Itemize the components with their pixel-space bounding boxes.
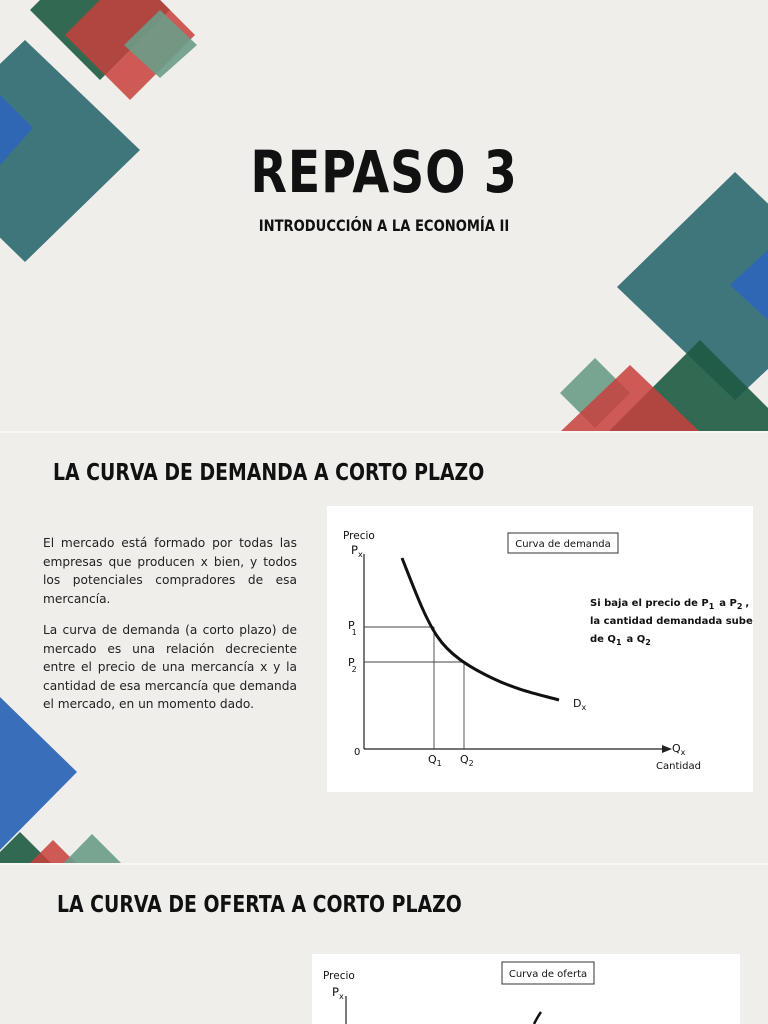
slide-divider bbox=[0, 431, 768, 433]
slide-title bbox=[0, 0, 768, 432]
section-title-demand: LA CURVA DE DEMANDA A CORTO PLAZO bbox=[53, 460, 485, 486]
supply-curve-line bbox=[534, 1012, 541, 1024]
paragraph-demand-definition: La curva de demanda (a corto plazo) de mercado es una relación decreciente entre el precio de una mercancía x y la cantidad de esa mercancía que demanda el mercado, en un momento dado. bbox=[43, 623, 297, 711]
supply-curve-diagram bbox=[312, 954, 740, 1024]
q1-label: $Q_1$ bbox=[428, 753, 442, 768]
p1-label: P 1 bbox=[348, 619, 357, 637]
y-axis-symbol: $P_x$ bbox=[332, 985, 344, 1001]
y-axis-label: Precio bbox=[343, 530, 375, 542]
demand-curve-diagram bbox=[327, 506, 753, 792]
origin-label: 0 bbox=[354, 747, 361, 758]
supply-curve-figure bbox=[312, 954, 740, 1024]
p2-label: P 2 bbox=[348, 656, 357, 674]
q2-label: $Q_2$ bbox=[460, 753, 474, 768]
x-axis-label: Cantidad bbox=[656, 761, 701, 772]
section-title-supply: LA CURVA DE OFERTA A CORTO PLAZO bbox=[57, 892, 462, 918]
paragraph-market: El mercado está formado por todas las empresas que producen x bien, y todos los potenciales compradores de esa mercancía. bbox=[43, 536, 297, 606]
x-axis-arrow bbox=[662, 745, 672, 753]
demand-curve-line bbox=[402, 558, 559, 700]
note-line-2: la cantidad demandada sube bbox=[590, 616, 753, 627]
note-line-3: de $Q_1$ a $Q_2$ bbox=[590, 634, 651, 647]
slide-supply-curve bbox=[0, 864, 768, 1024]
slide-divider bbox=[0, 863, 768, 865]
slide-demand-curve bbox=[0, 432, 768, 864]
deco-diamond bbox=[0, 697, 77, 850]
qx-label: $Q_x$ bbox=[672, 742, 686, 757]
curve-box-label: Curva de demanda bbox=[515, 539, 611, 550]
note-line-1: Si baja el precio de $P_1$ a $P_2$ , bbox=[590, 598, 750, 611]
presentation-subtitle: INTRODUCCIÓN A LA ECONOMÍA II bbox=[258, 216, 510, 235]
curve-label: $D_x$ bbox=[573, 697, 587, 712]
curve-box-label: Curva de oferta bbox=[508, 969, 588, 980]
y-axis-label: Precio bbox=[323, 970, 355, 982]
y-axis-symbol: $P_x$ bbox=[351, 543, 363, 559]
presentation-title: REPASO 3 bbox=[250, 138, 518, 206]
demand-curve-figure bbox=[327, 506, 753, 792]
